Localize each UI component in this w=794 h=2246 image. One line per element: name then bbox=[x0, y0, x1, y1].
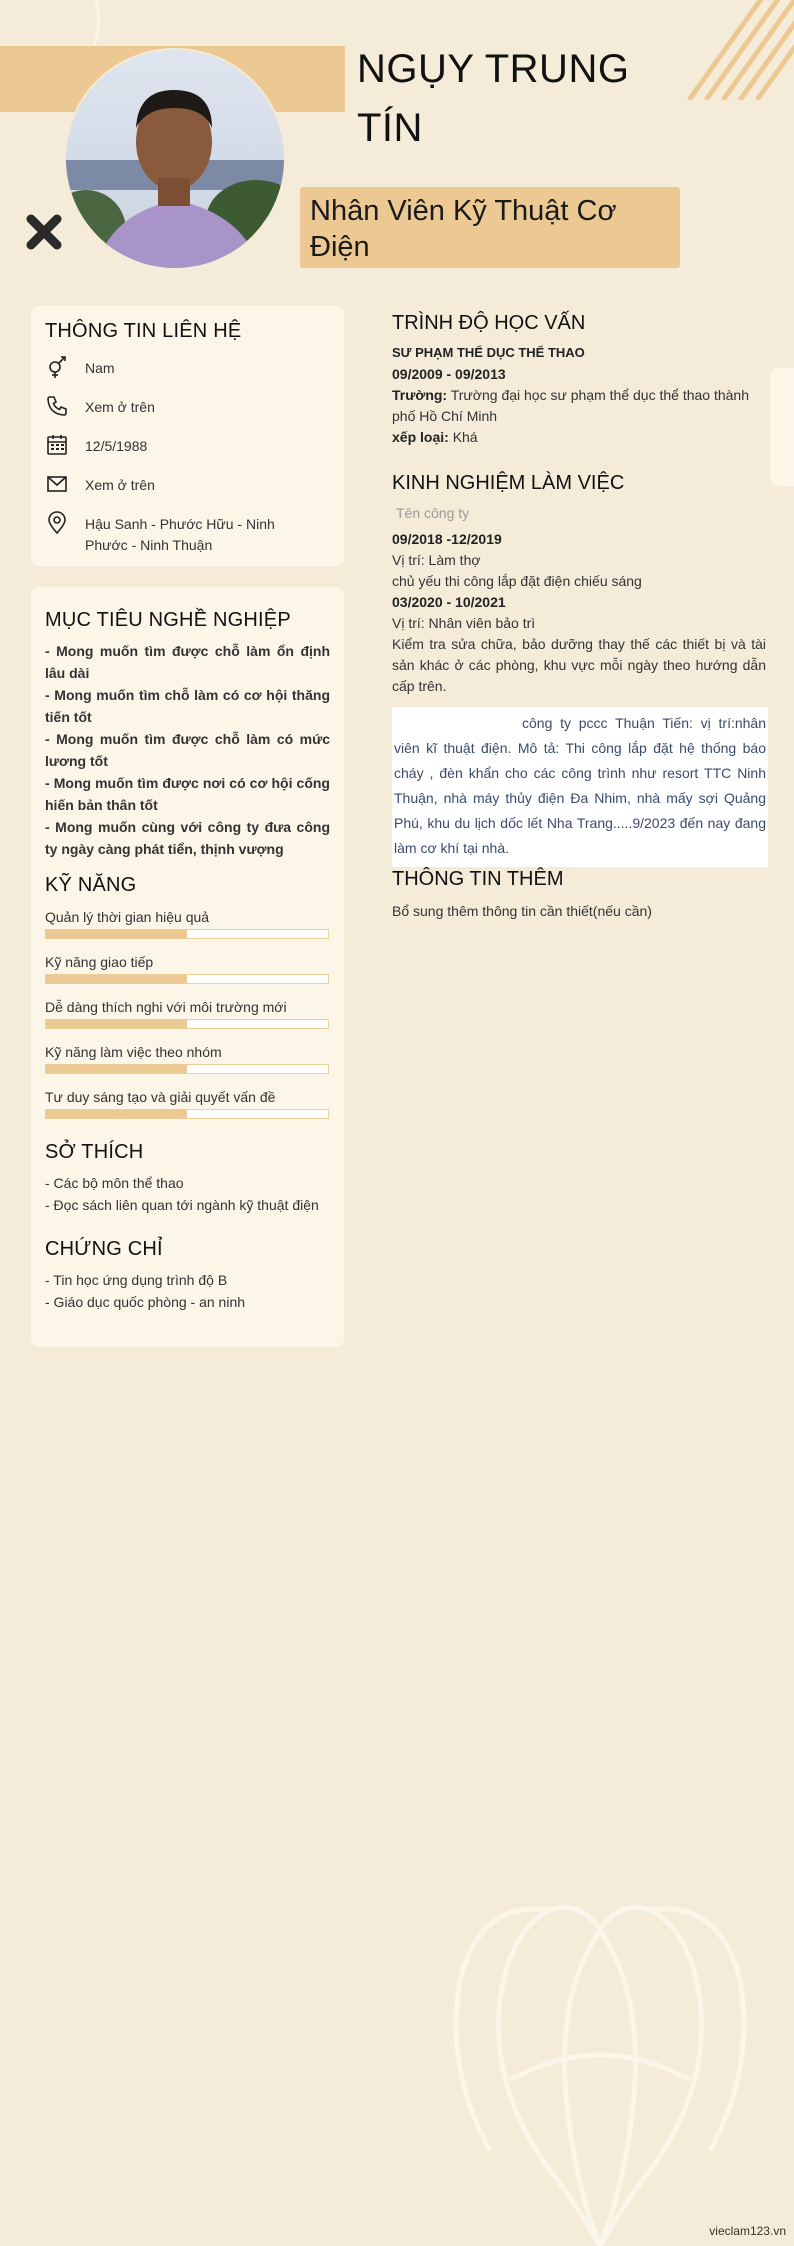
experience-section bbox=[392, 472, 766, 867]
job-title-box bbox=[300, 187, 680, 268]
job2-period: 03/2020 - 10/2021 bbox=[392, 594, 506, 610]
job2-description: Kiểm tra sửa chữa, bảo dưỡng thay thế các thiết bị và tài sản khác ở các phòng, khu vực mỗi ngày theo hướng dẫn cấp trên. bbox=[392, 636, 766, 694]
contact-email bbox=[45, 472, 330, 496]
address-line-2: Phước - Ninh Thuận bbox=[85, 537, 213, 553]
job1-period: 09/2018 -12/2019 bbox=[392, 531, 502, 547]
skill-bar bbox=[45, 1064, 329, 1074]
education-major: SƯ PHẠM THỂ DỤC THỂ THAO bbox=[392, 345, 585, 360]
skill-fill bbox=[46, 1020, 187, 1028]
location-pin-icon bbox=[45, 511, 69, 535]
birthday-value: 12/5/1988 bbox=[85, 438, 148, 454]
skill-fill bbox=[46, 1110, 187, 1118]
skill-name: Tư duy sáng tạo và giải quyết vấn đề bbox=[45, 1089, 276, 1105]
address-line-1: Hậu Sanh - Phước Hữu - Ninh bbox=[85, 516, 275, 532]
contact-card bbox=[31, 306, 344, 566]
skill-name: Dễ dàng thích nghi với môi trường mới bbox=[45, 999, 287, 1015]
skill-item bbox=[45, 999, 330, 1029]
extra-info-title: THÔNG TIN THÊM bbox=[392, 868, 564, 890]
job2-role: Vị trí: Nhân viên bảo trì bbox=[392, 615, 536, 631]
objective-title: MỤC TIÊU NGHỀ NGHIỆP bbox=[45, 609, 291, 631]
job1-role: Vị trí: Làm thợ bbox=[392, 552, 481, 568]
skill-fill bbox=[46, 1065, 187, 1073]
company-name-placeholder: Tên công ty bbox=[396, 505, 470, 521]
skill-bar bbox=[45, 929, 329, 939]
hobbies-title: SỞ THÍCH bbox=[45, 1141, 144, 1163]
name-line-2: TÍN bbox=[357, 106, 423, 150]
certificate-item: - Giáo dục quốc phòng - an ninh bbox=[45, 1294, 246, 1310]
skill-fill bbox=[46, 975, 187, 983]
calendar-icon bbox=[45, 433, 69, 457]
certificate-item: - Tin học ứng dụng trình độ B bbox=[45, 1272, 228, 1288]
contact-phone bbox=[45, 394, 330, 418]
hobby-item: - Đọc sách liên quan tới ngành kỹ thuật điện bbox=[45, 1197, 319, 1213]
contact-gender bbox=[45, 355, 330, 379]
objective-item: - Mong muốn tìm chỗ làm có cơ hội thăng tiến tốt bbox=[45, 687, 330, 725]
gender-icon bbox=[45, 355, 69, 379]
contact-birthday bbox=[45, 433, 330, 457]
skill-item bbox=[45, 954, 330, 984]
right-edge-tab bbox=[770, 368, 794, 486]
extra-info-section bbox=[392, 868, 766, 922]
skill-name: Quản lý thời gian hiệu quả bbox=[45, 909, 210, 925]
extra-info-text: Bổ sung thêm thông tin cần thiết(nếu cần) bbox=[392, 903, 652, 919]
skill-bar bbox=[45, 974, 329, 984]
contact-title: THÔNG TIN LIÊN HỆ bbox=[45, 320, 242, 342]
gender-value: Nam bbox=[85, 360, 115, 376]
job-title-line-1: Nhân Viên Kỹ Thuật Cơ bbox=[310, 195, 617, 227]
skill-bar bbox=[45, 1019, 329, 1029]
stripes-decoration bbox=[684, 0, 794, 100]
objective-item: - Mong muốn cùng với công ty đưa công ty ngày càng phát tiển, thịnh vượng bbox=[45, 819, 330, 857]
x-mark-icon bbox=[25, 213, 63, 251]
phone-value[interactable]: Xem ở trên bbox=[85, 399, 155, 415]
contact-address bbox=[45, 511, 330, 556]
education-school: Trường: Trường đại học sư phạm thể dục thể thao thành phố Hồ Chí Minh bbox=[392, 387, 749, 424]
skill-item bbox=[45, 909, 330, 939]
footer-brand[interactable]: vieclam123.vn bbox=[709, 2224, 786, 2238]
skill-item bbox=[45, 1044, 330, 1074]
objective-item: - Mong muốn tìm được chỗ làm ổn định lâu dài bbox=[45, 643, 330, 681]
education-grade: xếp loại: Khá bbox=[392, 429, 478, 445]
objective-item: - Mong muốn tìm được nơi có cơ hội cống hiến bản thân tốt bbox=[45, 775, 330, 813]
objective-item: - Mong muốn tìm được chỗ làm có mức lương tốt bbox=[45, 731, 330, 769]
avatar bbox=[64, 48, 286, 270]
objective-list bbox=[45, 640, 330, 860]
job-title-line-2: Điện bbox=[310, 231, 370, 263]
skill-name: Kỹ năng giao tiếp bbox=[45, 954, 154, 970]
address-value bbox=[85, 511, 275, 556]
left-main-card bbox=[31, 587, 344, 1347]
hobby-item: - Các bộ môn thể thao bbox=[45, 1175, 184, 1191]
email-icon bbox=[45, 472, 69, 496]
candidate-name bbox=[357, 40, 687, 158]
job1-description: chủ yếu thi công lắp đặt điện chiếu sáng bbox=[392, 573, 642, 589]
education-title: TRÌNH ĐỘ HỌC VẤN bbox=[392, 312, 586, 334]
name-line-1: NGỤY TRUNG bbox=[357, 47, 630, 91]
education-section bbox=[392, 312, 766, 448]
email-value[interactable]: Xem ở trên bbox=[85, 477, 155, 493]
skills-title: KỸ NĂNG bbox=[45, 874, 137, 896]
skill-name: Kỹ năng làm việc theo nhóm bbox=[45, 1044, 222, 1060]
phone-icon bbox=[45, 394, 69, 418]
certificates-title: CHỨNG CHỈ bbox=[45, 1238, 163, 1260]
skill-item bbox=[45, 1089, 330, 1119]
education-period: 09/2009 - 09/2013 bbox=[392, 366, 506, 382]
experience-title: KINH NGHIỆM LÀM VIỆC bbox=[392, 472, 625, 494]
skill-fill bbox=[46, 930, 187, 938]
job3-description: công ty pccc Thuận Tiến: vị trí:nhân viên kĩ thuật điện. Mô tả: Thi công lắp đặt hệ thống báo cháy , đèn khẩn cho các công trình như resort TTC Ninh Thuận, nhà máy thủy điện Đa Nhim, nhà mấy sợi Quảng Phú, khu du lịch dốc lết Nha Trang.....9/2023 đến nay đang làm cơ khí tại nhà. bbox=[392, 707, 768, 867]
lotus-watermark-icon bbox=[450, 1870, 750, 2246]
skill-bar bbox=[45, 1109, 329, 1119]
